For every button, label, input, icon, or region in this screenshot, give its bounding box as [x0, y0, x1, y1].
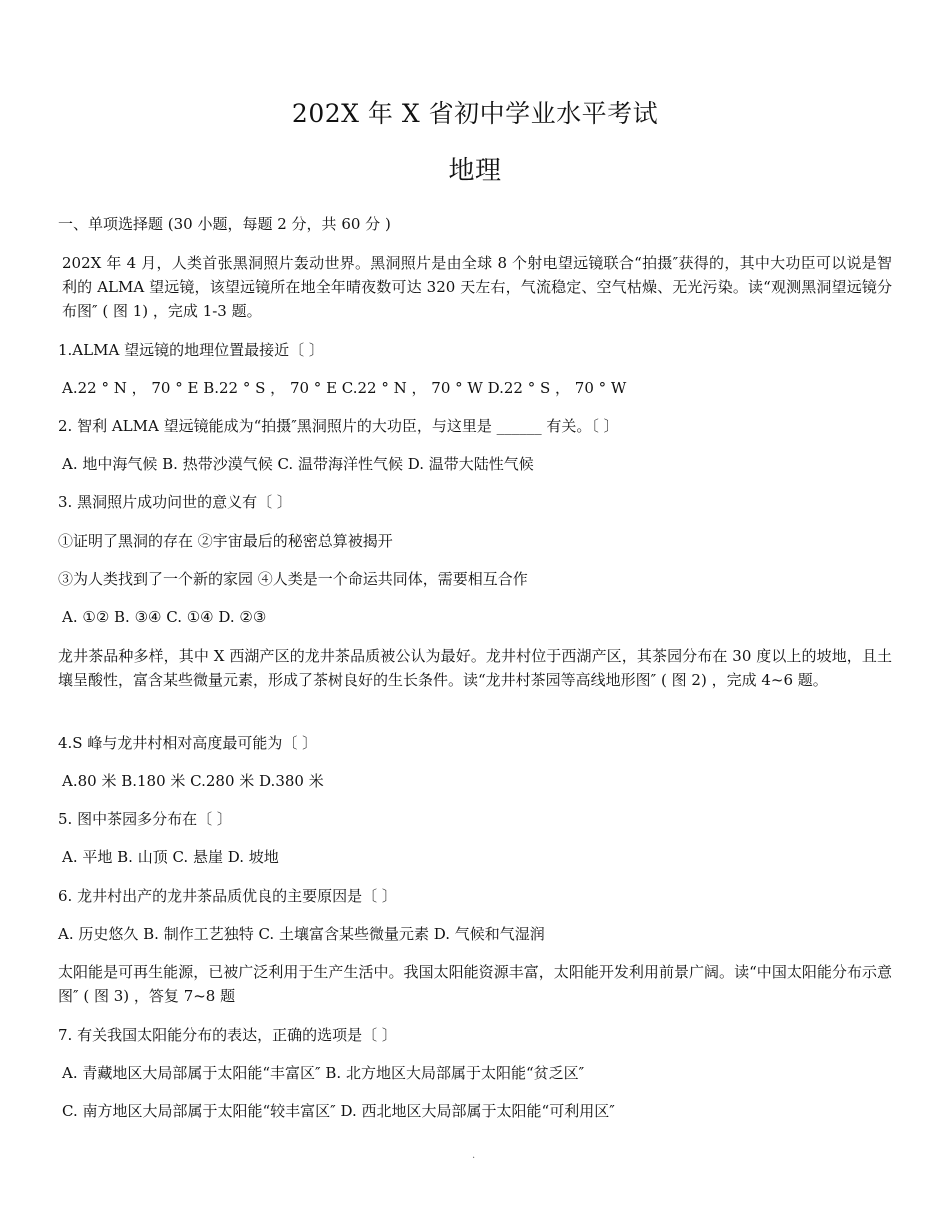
question-1-options: A.22 ° N ， 70 ° E B.22 ° S ， 70 ° E C.22 ° N ， 70 ° W D.22 ° S ， 70 ° W: [62, 379, 627, 397]
question-1-stem: 1.ALMA 望远镜的地理位置最接近〔 〕: [58, 341, 324, 359]
exam-title: 202X 年 X 省初中学业水平考试: [291, 99, 659, 128]
question-4-options: A.80 米 B.180 米 C.280 米 D.380 米: [62, 772, 324, 790]
question-7-options-ab: A. 青藏地区大局部属于太阳能“丰富区″ B. 北方地区大局部属于太阳能“贫乏区″: [62, 1064, 585, 1082]
passage-1: 202X 年 4 月，人类首张黑洞照片轰动世界。黑洞照片是由全球 8 个射电望远镜联合“拍摄″获得的，其中大功臣可以说是智利的 ALMA 望远镜，该望远镜所在地全年晴夜数可达 320 天左右，气流稳定、空气枯燥、无光污染。读“观测黑洞望远镜分布图″ ( 图 1) ，完成 1-3 题。: [62, 254, 892, 320]
question-4-stem: 4.S 峰与龙井村相对高度最可能为〔 〕: [58, 734, 318, 752]
question-5-stem: 5. 图中茶园多分布在〔 〕: [58, 810, 232, 828]
question-2-stem: 2. 智利 ALMA 望远镜能成为“拍摄″黑洞照片的大功臣，与这里是 ______ 有关。〔 〕: [58, 417, 619, 435]
question-7-stem: 7. 有关我国太阳能分布的表达，正确的选项是〔 〕: [58, 1026, 397, 1044]
subject-title: 地理: [448, 156, 502, 186]
question-3-item-2: ③为人类找到了一个新的家园 ④人类是一个命运共同体，需要相互合作: [58, 570, 528, 588]
section-heading: 一、单项选择题 (30 小题，每题 2 分，共 60 分 ): [58, 215, 391, 233]
question-3-stem: 3. 黑洞照片成功问世的意义有〔 〕: [58, 493, 292, 511]
question-6-options: A. 历史悠久 B. 制作工艺独特 C. 土壤富含某些微量元素 D. 气候和气湿润: [58, 925, 545, 943]
question-6-stem: 6. 龙井村出产的龙井茶品质优良的主要原因是〔 〕: [58, 887, 397, 905]
question-3-item-1: ①证明了黑洞的存在 ②宇宙最后的秘密总算被揭开: [58, 532, 393, 550]
page-footer-dot: .: [472, 1150, 476, 1161]
question-3-options: A. ①② B. ③④ C. ①④ D. ②③: [62, 608, 267, 626]
question-5-options: A. 平地 B. 山顶 C. 悬崖 D. 坡地: [62, 848, 279, 866]
question-2-options: A. 地中海气候 B. 热带沙漠气候 C. 温带海洋性气候 D. 温带大陆性气候: [62, 455, 534, 473]
passage-3: 太阳能是可再生能源，已被广泛利用于生产生活中。我国太阳能资源丰富，太阳能开发利用前景广阔。读“中国太阳能分布示意图″ ( 图 3) ，答复 7~8 题: [58, 963, 892, 1005]
passage-2: 龙井茶品种多样，其中 X 西湖产区的龙井茶品质被公认为最好。龙井村位于西湖产区，其茶园分布在 30 度以上的坡地，且土壤呈酸性，富含某些微量元素，形成了茶树良好的生长条件。读“龙井村茶园等高线地形图″ ( 图 2) ，完成 4~6 题。: [58, 647, 892, 689]
question-7-options-cd: C. 南方地区大局部属于太阳能“较丰富区″ D. 西北地区大局部属于太阳能“可利用区″: [62, 1102, 615, 1120]
